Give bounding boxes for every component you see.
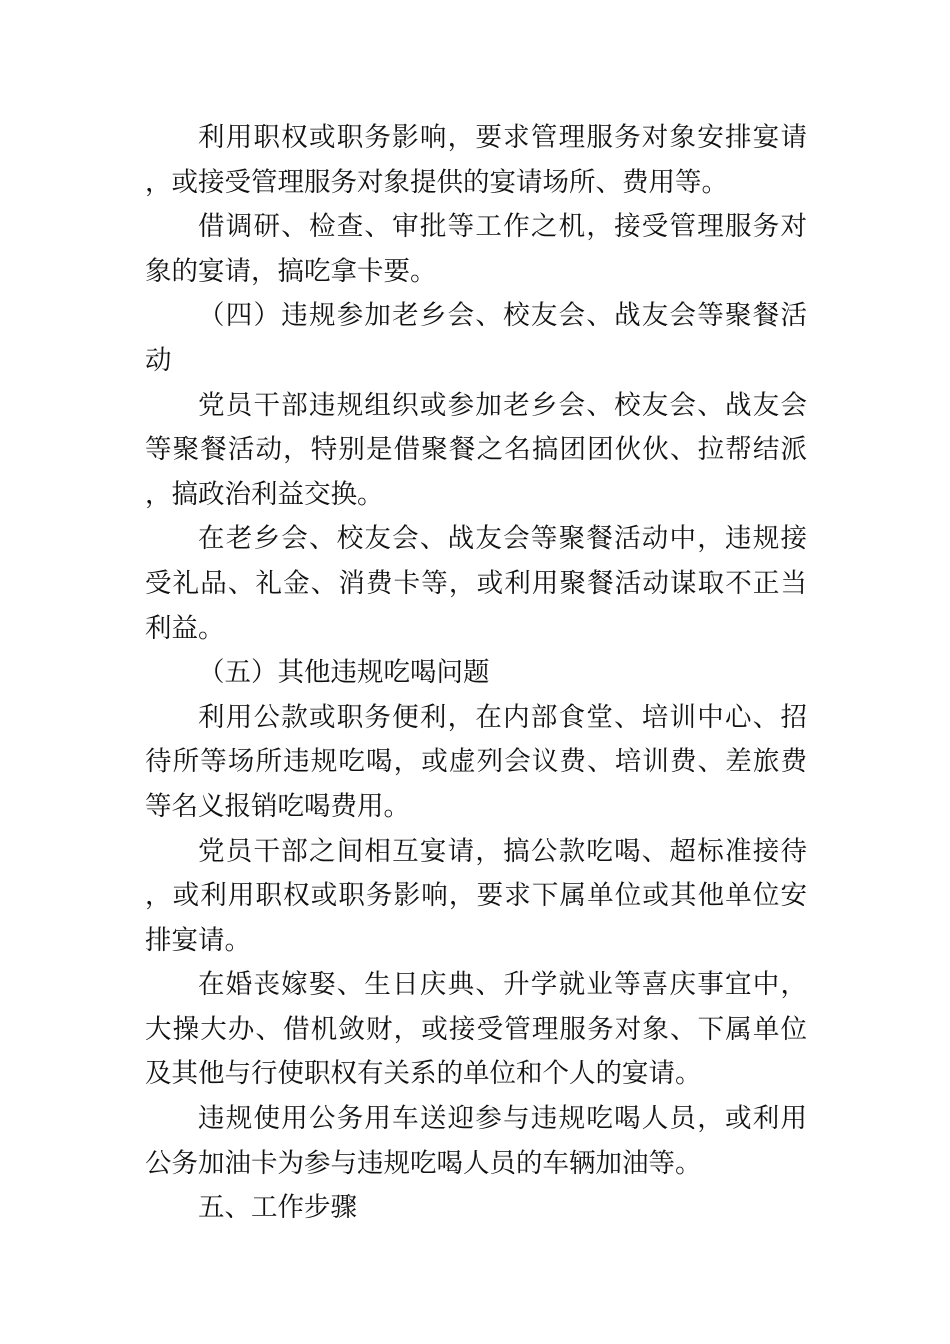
section-heading-4: （四）违规参加老乡会、校友会、战友会等聚餐活动 bbox=[145, 300, 807, 376]
section-heading-5: （五）其他违规吃喝问题 bbox=[198, 657, 490, 689]
paragraph-5: 利用公款或职务便利，在内部食堂、培训中心、招待所等场所违规吃喝，或虚列会议费、培训费、差旅费等名义报销吃喝费用。 bbox=[145, 701, 807, 822]
paragraph-3: 党员干部违规组织或参加老乡会、校友会、战友会等聚餐活动，特别是借聚餐之名搞团团伙伙、拉帮结派，搞政治利益交换。 bbox=[145, 389, 807, 510]
paragraph-4: 在老乡会、校友会、战友会等聚餐活动中，违规接受礼品、礼金、消费卡等，或利用聚餐活动谋取不正当利益。 bbox=[145, 523, 807, 644]
chapter-heading-5: 五、工作步骤 bbox=[198, 1192, 357, 1224]
paragraph-7: 在婚丧嫁娶、生日庆典、升学就业等喜庆事宜中，大操大办、借机敛财，或接受管理服务对象、下属单位及其他与行使职权有关系的单位和个人的宴请。 bbox=[145, 969, 807, 1090]
paragraph-6: 党员干部之间相互宴请，搞公款吃喝、超标准接待，或利用职权或职务影响，要求下属单位或其他单位安排宴请。 bbox=[145, 835, 807, 956]
paragraph-1: 利用职权或职务影响，要求管理服务对象安排宴请，或接受管理服务对象提供的宴请场所、费用等。 bbox=[145, 122, 807, 198]
paragraph-2: 借调研、检查、审批等工作之机，接受管理服务对象的宴请，搞吃拿卡要。 bbox=[145, 211, 807, 287]
paragraph-8: 违规使用公务用车送迎参与违规吃喝人员，或利用公务加油卡为参与违规吃喝人员的车辆加油等。 bbox=[145, 1103, 807, 1179]
document-body bbox=[145, 116, 807, 1231]
